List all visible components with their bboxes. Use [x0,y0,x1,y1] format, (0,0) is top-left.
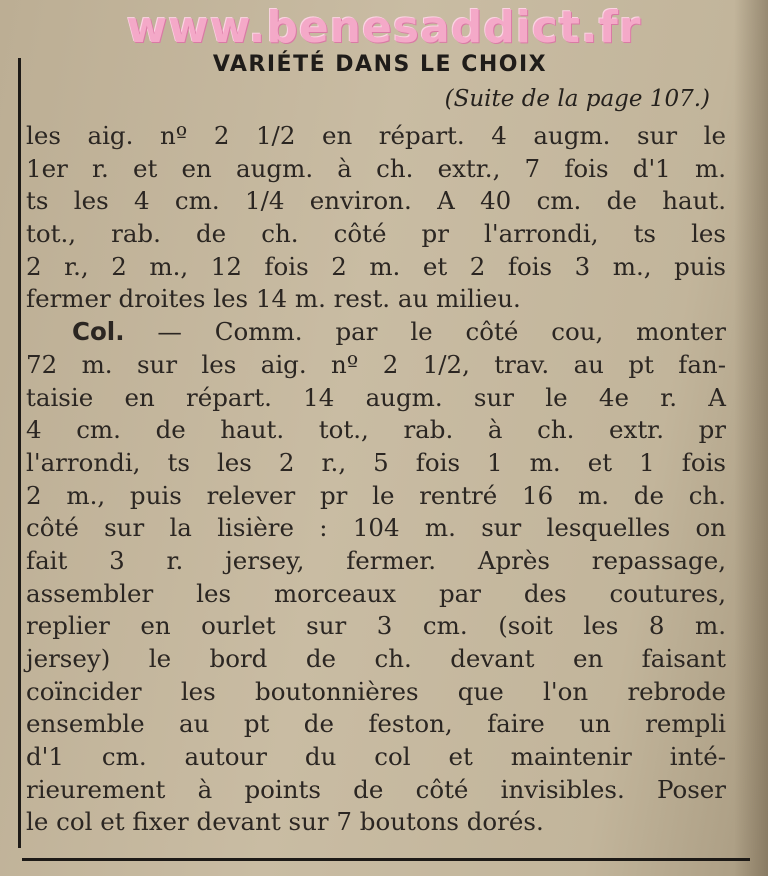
text-line: d'1 cm. autour du col et maintenir inté- [26,742,726,772]
col-paragraph-first-line [26,316,726,349]
text-line: — Comm. par le côté cou, monter [157,317,726,347]
continued-note: (Suite de la page 107.) [444,86,710,112]
article-heading: VARIÉTÉ DANS LE CHOIX [212,52,548,77]
text-line: fait 3 r. jersey, fermer. Après repassage, [26,545,726,575]
text-line: 4 cm. de haut. tot., rab. à ch. extr. pr [26,415,726,445]
text-line: coïncider les boutonnières que l'on rebrode [26,676,726,706]
text-line: tot., rab. de ch. côté pr l'arrondi, ts les [26,219,726,249]
text-line: rieurement à points de côté invisibles. Poser [26,774,726,804]
text-line: les aig. nº 2 1/2 en répart. 4 augm. sur le [26,121,726,150]
text-line: ensemble au pt de feston, faire un rempli [26,709,726,739]
text-line: replier en ourlet sur 3 cm. (soit les 8 m. [26,611,726,641]
column-rule-bottom [22,858,750,861]
text-line: fermer droites les 14 m. rest. au milieu. [26,284,521,314]
text-line: 2 r., 2 m., 12 fois 2 m. et 2 fois 3 m., puis [26,251,726,281]
text-line: le col et fixer devant sur 7 boutons dorés. [26,807,544,837]
col-label: Col. [72,317,125,347]
text-line: 2 m., puis relever pr le rentré 16 m. de ch. [26,480,726,510]
article-body [26,120,726,839]
text-line: taisie en répart. 14 augm. sur le 4e r. A [26,382,726,412]
text-line: 1er r. et en augm. à ch. extr., 7 fois d'1 m. [26,153,726,183]
text-line: assembler les morceaux par des coutures, [26,578,726,608]
text-line: 72 m. sur les aig. nº 2 1/2, trav. au pt fan- [26,349,726,379]
watermark: www.benesaddict.fr [126,2,642,53]
text-line: jersey) le bord de ch. devant en faisant [26,644,726,673]
text-line: l'arrondi, ts les 2 r., 5 fois 1 m. et 1 fois [26,447,726,477]
page-edge-shadow [734,0,768,876]
text-line: côté sur la lisière : 104 m. sur lesquelles on [26,513,726,543]
text-line: ts les 4 cm. 1/4 environ. A 40 cm. de haut. [26,186,726,216]
column-rule-left [18,58,21,848]
